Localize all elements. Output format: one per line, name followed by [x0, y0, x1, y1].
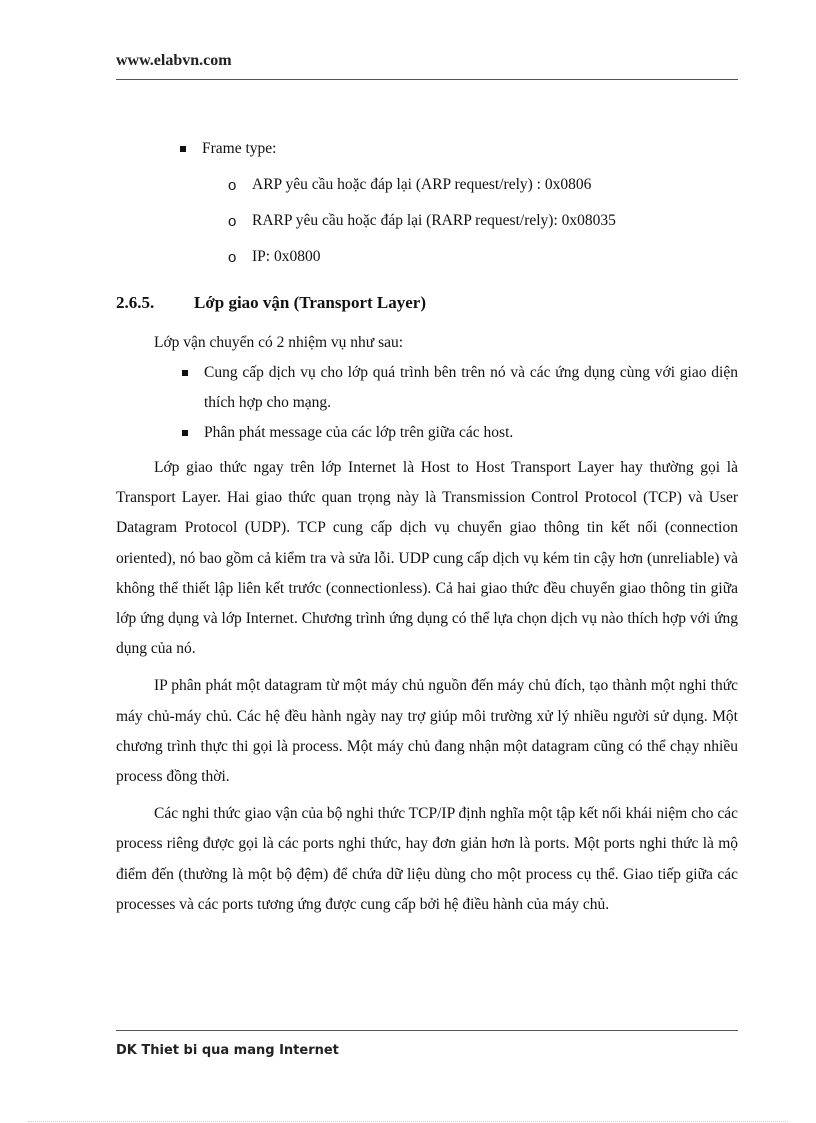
frame-type-bullet: [116, 136, 738, 162]
section-number: 2.6.5.: [116, 293, 155, 312]
square-bullet-icon: [182, 370, 188, 376]
list-item-text: Phân phát message của các lớp trên giữa các host.: [204, 424, 514, 441]
body-paragraph: IP phân phát một datagram từ một máy chủ nguồn đến máy chủ đích, tạo thành một nghi thức máy chủ-máy chủ. Các hệ đều hành ngày nay trợ giúp môi trường xử lý nhiều người sử dụng. Một chương trình thực thi gọi là process. Một máy chủ đang nhận một datagram cũng có thể chạy nhiều process đồng thời.: [116, 677, 738, 786]
body-paragraph: Các nghi thức giao vận của bộ nghi thức TCP/IP định nghĩa một tập kết nối khái niệm cho các process riêng được gọi là các ports nghi thức, hay đơn giản hơn là ports. Một ports nghi thức là mộ điểm đến (thường là một bộ đệm) để chứa dữ liệu dùng cho một process cụ thể. Giao tiếp giữa các processes và các ports tương ứng được cung cấp bởi hệ điều hành của máy chủ.: [116, 805, 738, 913]
page-edge-dotted-line: [28, 1121, 788, 1122]
list-item-text: Cung cấp dịch vụ cho lớp quá trình bên trên nó và các ứng dụng cùng với giao diện thích hợp cho mạng.: [204, 364, 738, 411]
section-heading: [116, 288, 738, 318]
body-paragraph: Lớp giao thức ngay trên lớp Internet là Host to Host Transport Layer hay thường gọi là Transport Layer. Hai giao thức quan trọng này là Transmission Control Protocol (TCP) và User Datagram Protocol (UDP). TCP cung cấp dịch vụ chuyển giao thông tin kết nối (connection oriented), nó bao gồm cả kiểm tra và sửa lỗi. UDP cung cấp dịch vụ kém tin cậy hơn (unreliable) và không thể thiết lập liên kết trước (connectionless). Cả hai giao thức đều chuyển giao thông tin giữa lớp ứng dụng và lớp Internet. Chương trình ứng dụng có thể lựa chọn dịch vụ nào thích hợp với ứng dụng của nó.: [116, 459, 738, 658]
frame-type-item: [116, 244, 738, 270]
section-intro: Lớp vận chuyển có 2 nhiệm vụ như sau:: [154, 334, 404, 351]
circle-bullet-icon: o: [228, 177, 237, 194]
list-item: [116, 418, 738, 448]
header-rule: [116, 79, 738, 80]
square-bullet-icon: [182, 430, 188, 436]
square-bullet-icon: [180, 146, 186, 152]
frame-type-item: [116, 208, 738, 234]
frame-type-item-text: RARP yêu cầu hoặc đáp lại (RARP request/rely): 0x08035: [252, 212, 616, 229]
section-title: Lớp giao vận (Transport Layer): [194, 293, 426, 312]
circle-bullet-icon: o: [228, 213, 237, 230]
frame-type-label: Frame type:: [202, 140, 277, 157]
frame-type-item-text: ARP yêu cầu hoặc đáp lại (ARP request/rely) : 0x0806: [252, 176, 592, 193]
footer-text: DK Thiet bi qua mang Internet: [116, 1043, 339, 1058]
frame-type-item: [116, 172, 738, 198]
footer-rule: [116, 1030, 738, 1031]
page-content: [116, 136, 738, 920]
frame-type-item-text: IP: 0x0800: [252, 248, 321, 265]
list-item: [116, 358, 738, 418]
header-site: www.elabvn.com: [116, 52, 232, 69]
circle-bullet-icon: o: [228, 249, 237, 266]
